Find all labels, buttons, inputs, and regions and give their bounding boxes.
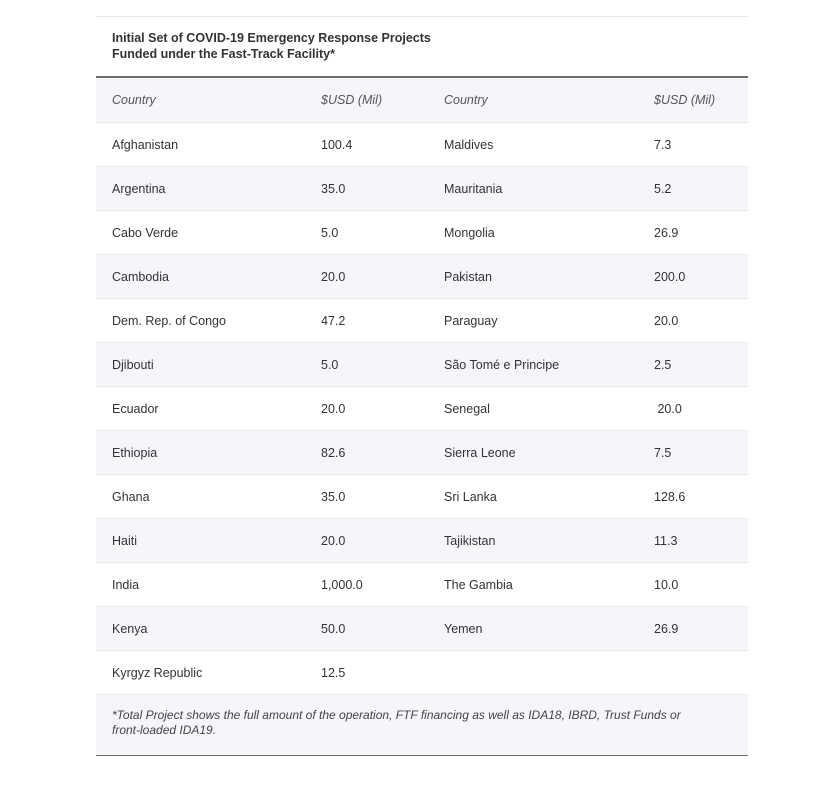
cell-country-2 [428,651,638,695]
cell-usd-1: 20.0 [305,387,428,431]
cell-country-1: Ecuador [96,387,305,431]
cell-country-2: Sri Lanka [428,475,638,519]
cell-usd-1: 100.4 [305,123,428,167]
cell-usd-2: 11.3 [638,519,748,563]
cell-country-2: Mauritania [428,167,638,211]
cell-usd-2: 128.6 [638,475,748,519]
table-caption [96,17,748,78]
projects-table-container [96,16,748,756]
cell-usd-1: 5.0 [305,343,428,387]
cell-usd-2: 10.0 [638,563,748,607]
cell-country-1: Ghana [96,475,305,519]
cell-country-2: Sierra Leone [428,431,638,475]
cell-country-2: Mongolia [428,211,638,255]
table-row [96,563,748,607]
cell-usd-2: 7.5 [638,431,748,475]
cell-country-2: Tajikistan [428,519,638,563]
cell-country-1: Cambodia [96,255,305,299]
table-row [96,299,748,343]
cell-country-1: Dem. Rep. of Congo [96,299,305,343]
cell-usd-2: 5.2 [638,167,748,211]
cell-usd-1: 20.0 [305,519,428,563]
table-row [96,607,748,651]
table-row [96,475,748,519]
cell-country-1: Argentina [96,167,305,211]
table-row [96,343,748,387]
header-country-2: Country [428,78,638,123]
table-row [96,167,748,211]
cell-usd-1: 12.5 [305,651,428,695]
cell-usd-2: 7.3 [638,123,748,167]
cell-country-2: Yemen [428,607,638,651]
cell-usd-2: 26.9 [638,211,748,255]
caption-line-2: Funded under the Fast-Track Facility* [112,47,335,61]
cell-country-2: Senegal [428,387,638,431]
cell-country-1: Kenya [96,607,305,651]
table-header-row [96,78,748,123]
table-row [96,387,748,431]
header-usd-1: $USD (Mil) [305,78,428,123]
table-footnote: *Total Project shows the full amount of the operation, FTF financing as well as IDA18, IBRD, Trust Funds or front-loaded IDA19. [96,695,748,756]
cell-usd-2: 200.0 [638,255,748,299]
table-row [96,519,748,563]
cell-country-1: Djibouti [96,343,305,387]
cell-usd-1: 50.0 [305,607,428,651]
cell-usd-2: 2.5 [638,343,748,387]
cell-usd-2: 20.0 [638,299,748,343]
cell-usd-2: 20.0 [638,387,748,431]
header-country-1: Country [96,78,305,123]
cell-country-2: Maldives [428,123,638,167]
cell-usd-1: 5.0 [305,211,428,255]
cell-usd-1: 82.6 [305,431,428,475]
cell-usd-1: 1,000.0 [305,563,428,607]
cell-country-1: Kyrgyz Republic [96,651,305,695]
cell-country-1: Haiti [96,519,305,563]
cell-country-2: Pakistan [428,255,638,299]
cell-usd-1: 47.2 [305,299,428,343]
cell-usd-1: 35.0 [305,475,428,519]
cell-country-1: India [96,563,305,607]
cell-country-1: Afghanistan [96,123,305,167]
cell-country-2: São Tomé e Principe [428,343,638,387]
table-row [96,651,748,695]
cell-usd-2 [638,651,748,695]
table-row [96,431,748,475]
header-usd-2: $USD (Mil) [638,78,748,123]
cell-usd-1: 20.0 [305,255,428,299]
cell-country-2: The Gambia [428,563,638,607]
cell-country-2: Paraguay [428,299,638,343]
cell-country-1: Cabo Verde [96,211,305,255]
table-row [96,211,748,255]
cell-usd-2: 26.9 [638,607,748,651]
cell-usd-1: 35.0 [305,167,428,211]
table-row [96,123,748,167]
caption-line-1: Initial Set of COVID-19 Emergency Response Projects [112,31,431,45]
projects-table [96,78,748,695]
table-row [96,255,748,299]
cell-country-1: Ethiopia [96,431,305,475]
